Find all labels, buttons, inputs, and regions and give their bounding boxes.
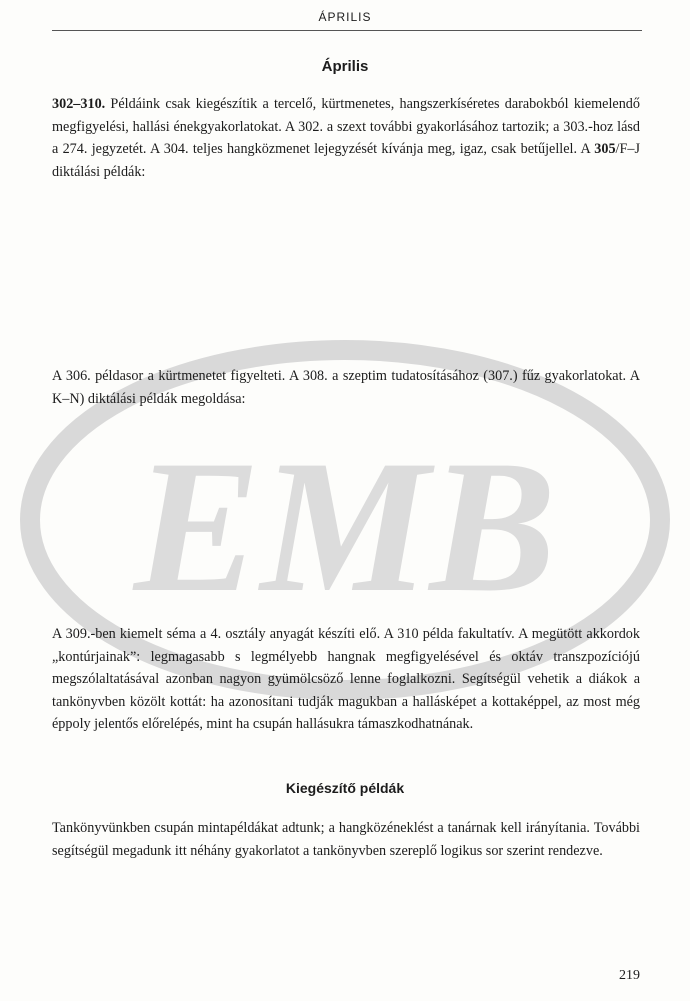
music-examples-k-n	[0, 420, 690, 605]
page-title: Április	[321, 58, 369, 75]
watermark-text: EMB	[133, 422, 557, 632]
header-rule	[52, 30, 642, 31]
paragraph-309: A 309.-ben kiemelt séma a 4. osztály anyagát készíti elő. A 310 példa fakultatív. A megütött akkordok „kontúrjainak”: legmagasabb s legmélyebb hangnak megfigyelésével és oktáv transzpozíciójú megszólaltatásával azonban nagyon gyümölcsöző lenne foglalkozni. Segítségül vehetik a diákok a tankönyvben közölt kottát: ha azonosítani tudják magukban a hallásképet a kottaképpel, az most még éppoly jelentős előrelépés, mint ha csupán hallásukra támaszkodhatnának.	[52, 626, 640, 733]
paragraph-supplement: Tankönyvünkben csupán mintapéldákat adtunk; a hangközéneklést a tanárnak kell irányítania. További segítségül megadunk itt néhány gyakorlatot a tankönyvben szereplő logikus sor szerint rendezve.	[52, 820, 640, 859]
intro-text-b: /F–J diktálási példák:	[52, 141, 640, 180]
paragraph-306: A 306. példasor a kürtmenetet figyelteti. A 308. a szeptim tudatosításához (307.) fűz gyakorlatokat. A K–N) diktálási példák megoldása:	[52, 368, 640, 407]
ref-302-310: 302–310.	[52, 96, 106, 112]
page-number: 219	[619, 968, 640, 983]
intro-text-a: Példáink csak kiegészítik a tercelő, kürtmenetes, hangszerkíséretes darabokból kiemelendő megfigyelési, hallási énekgyakorlatokat. A 302. a szext további gyakorlásához tartozik; a 303.-hoz lásd a 274. jegyzetét. A 304. teljes hangközmenet lejegyzését kívánja meg, igaz, csak betűjellel. A	[52, 96, 640, 158]
section-subtitle: Kiegészítő példák	[285, 780, 405, 796]
paragraph-intro	[52, 93, 640, 183]
music-examples-f-j	[0, 190, 690, 350]
running-head: ÁPRILIS	[318, 10, 372, 24]
ref-305: 305	[594, 141, 616, 158]
